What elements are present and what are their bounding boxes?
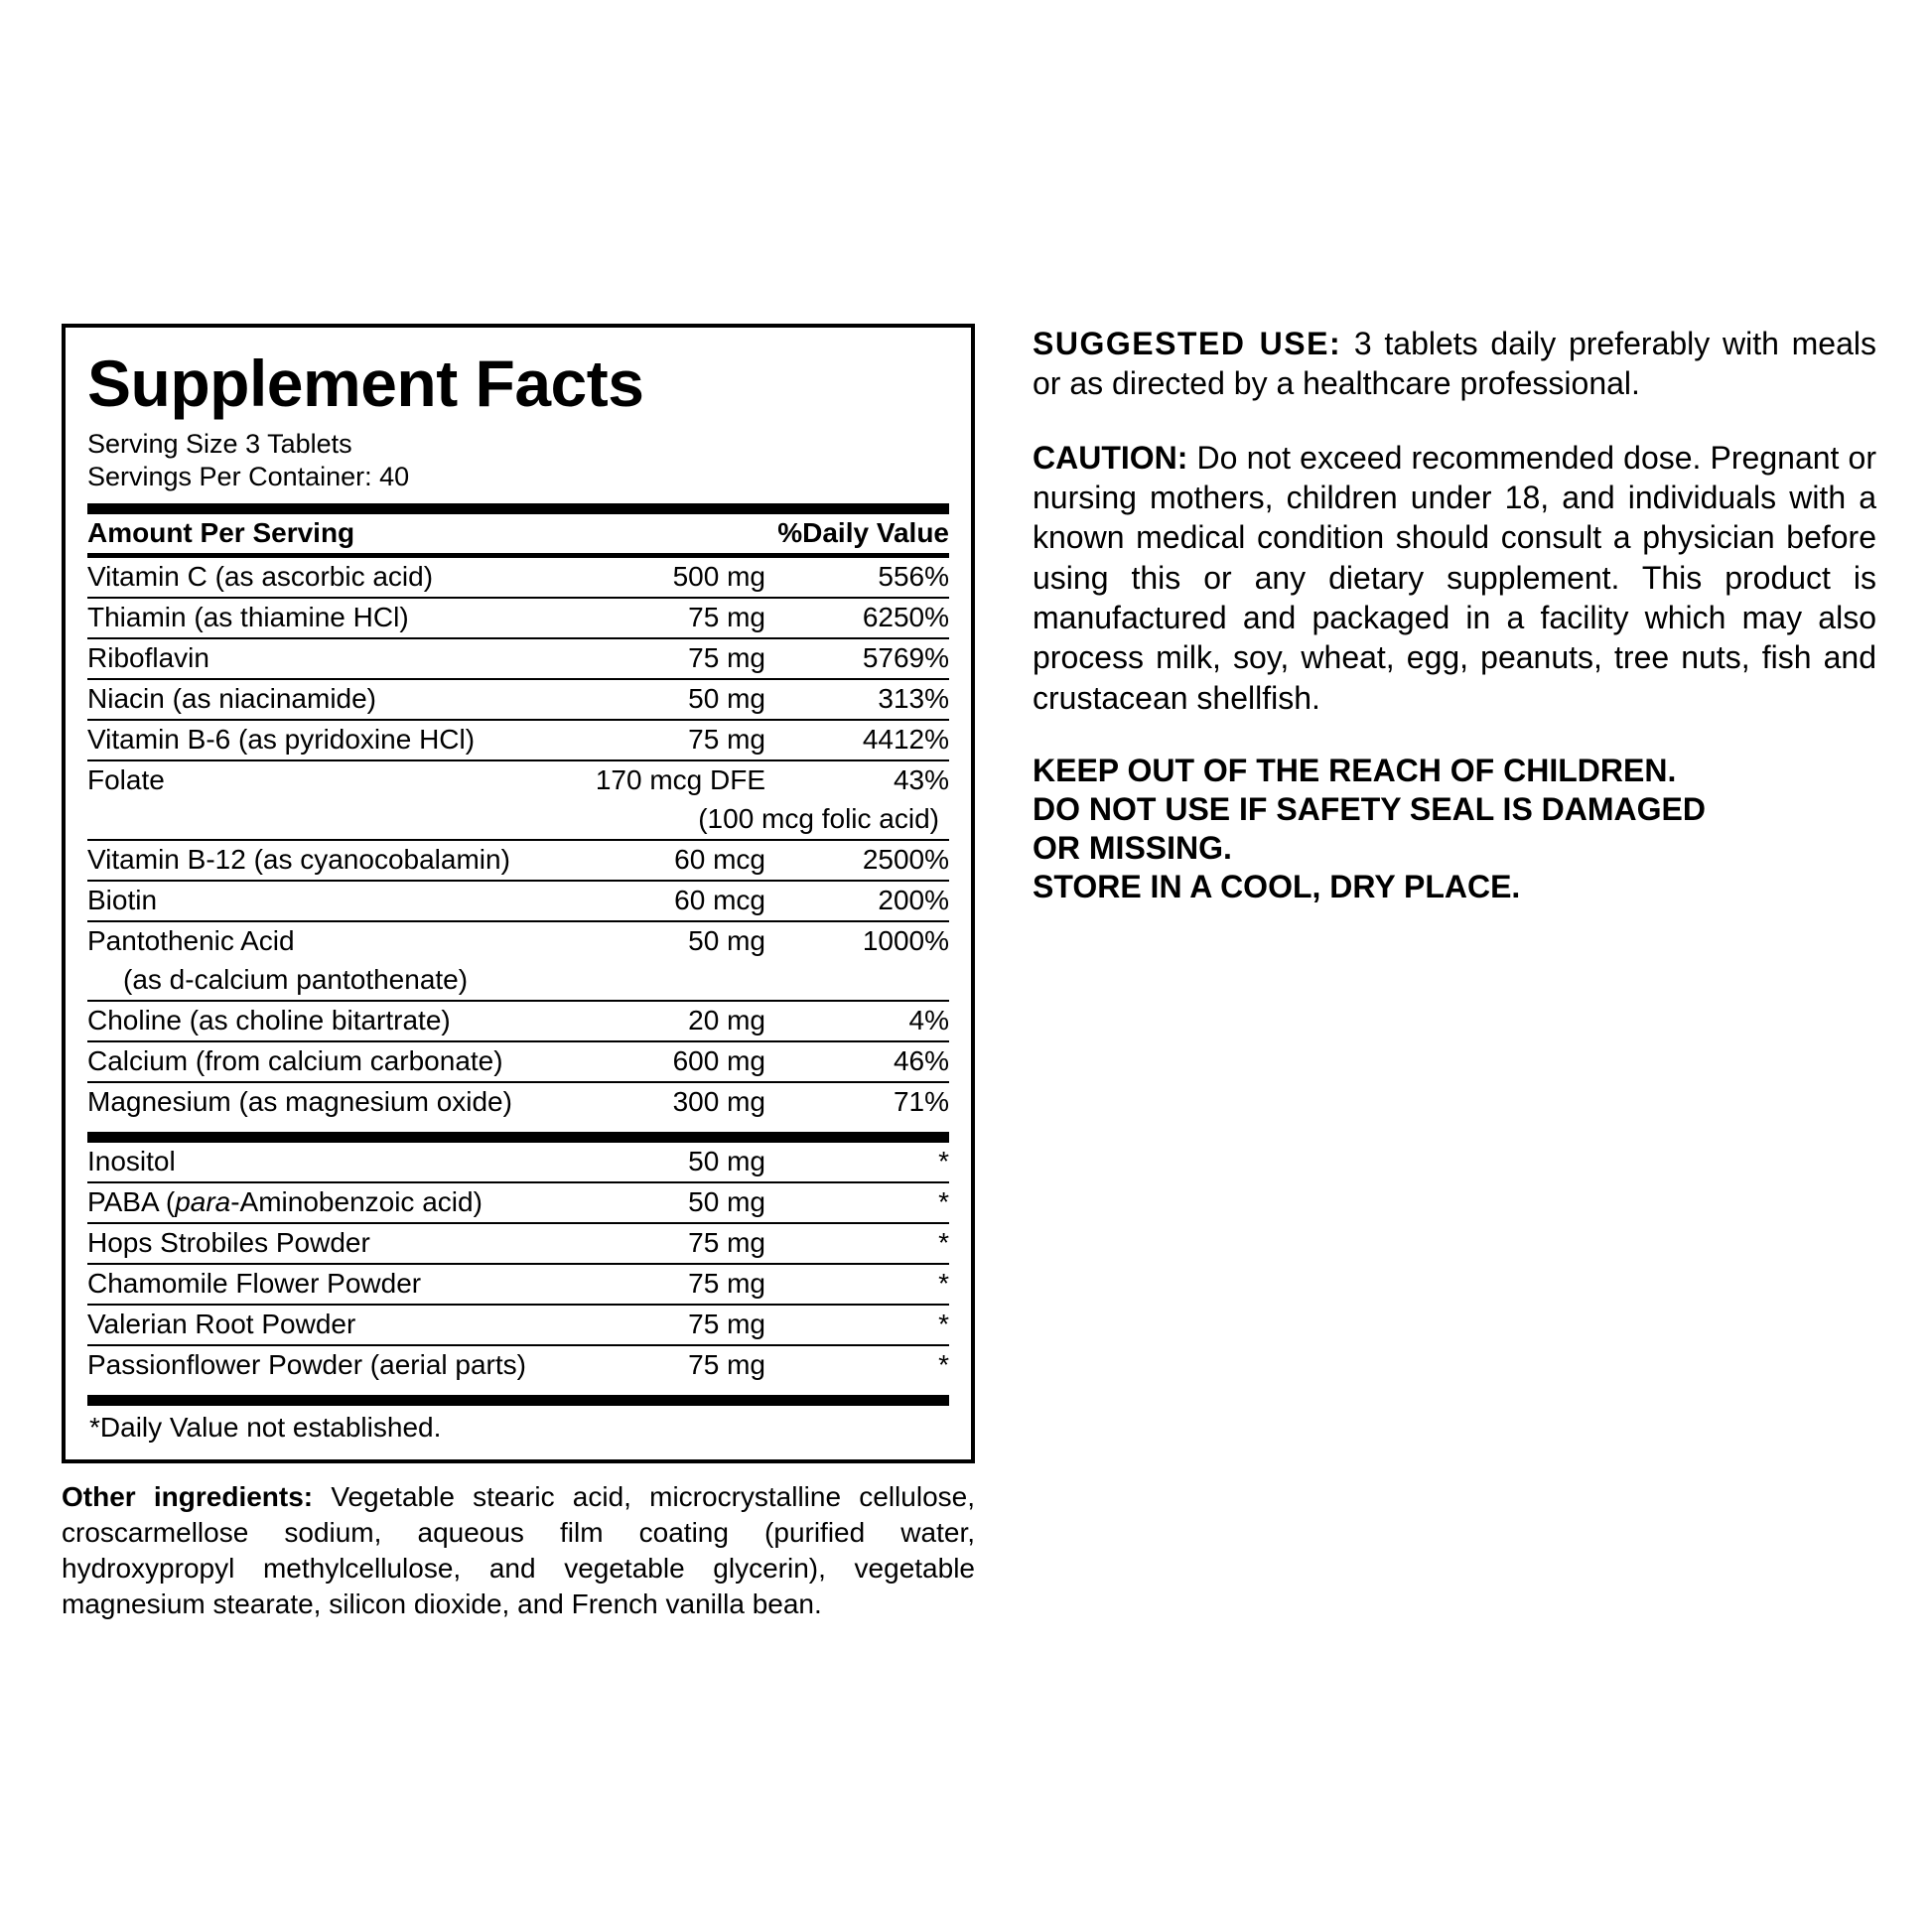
- table-header-row: [87, 514, 949, 553]
- table-row: [87, 760, 949, 800]
- nutrient-amount: 60 mcg: [562, 840, 775, 881]
- table-row: [87, 598, 949, 638]
- servings-per-container: Servings Per Container: 40: [87, 462, 410, 492]
- nutrient-dv: 43%: [893, 764, 949, 796]
- header-spacer: [562, 514, 775, 553]
- nutrients-blend-table: [87, 1143, 949, 1385]
- nutrient-amount: 50 mg: [688, 925, 765, 957]
- nutrient-amount: 75 mg: [562, 598, 775, 638]
- table-row-continuation: [87, 961, 949, 1001]
- warnings-block: [1033, 752, 1876, 906]
- nutrient-name: Calcium (from calcium carbonate): [87, 1041, 562, 1082]
- divider-heavy-top: [87, 503, 949, 514]
- nutrient-amount: 75 mg: [562, 1223, 775, 1264]
- nutrient-dv: *: [775, 1264, 949, 1305]
- table-row: [87, 720, 949, 760]
- nutrient-amount: 50 mg: [562, 679, 775, 720]
- nutrient-name: Passionflower Powder (aerial parts): [87, 1349, 526, 1381]
- nutrient-name: Vitamin C (as ascorbic acid): [87, 558, 562, 598]
- nutrient-amount: 500 mg: [562, 558, 775, 598]
- suggested-use-label: SUGGESTED USE:: [1033, 326, 1342, 361]
- warning-line: DO NOT USE IF SAFETY SEAL IS DAMAGED: [1033, 790, 1706, 827]
- table-row: [87, 1182, 949, 1223]
- divider-heavy-bottom: [87, 1395, 949, 1406]
- warning-line: KEEP OUT OF THE REACH OF CHILDREN.: [1033, 752, 1677, 788]
- divider-heavy-mid: [87, 1132, 949, 1143]
- suggested-use-text: 3 tablets daily preferably with meals or as directed by a healthcare professional.: [1033, 326, 1877, 402]
- nutrient-dv: *: [775, 1182, 949, 1223]
- nutrient-dv: 200%: [775, 881, 949, 921]
- caution-label: CAUTION:: [1033, 439, 1188, 476]
- nutrient-amount: 300 mg: [672, 1086, 765, 1118]
- nutrient-dv: *: [775, 1143, 949, 1182]
- nutrient-dv: 6250%: [775, 598, 949, 638]
- nutrient-amount: 50 mg: [562, 1182, 775, 1223]
- nutrient-dv: *: [775, 1223, 949, 1264]
- table-row: [87, 1001, 949, 1041]
- table-row: [87, 1143, 949, 1182]
- nutrient-name: Thiamin (as thiamine HCl): [87, 598, 562, 638]
- caution-paragraph: [1033, 438, 1876, 718]
- table-row: [87, 679, 949, 720]
- header-daily-value: %Daily Value: [777, 517, 949, 549]
- nutrient-amount: 20 mg: [562, 1001, 775, 1041]
- table-row: [87, 1264, 949, 1305]
- nutrient-name: Riboflavin: [87, 638, 562, 679]
- daily-value-footnote: *Daily Value not established.: [89, 1412, 442, 1444]
- nutrient-name: Biotin: [87, 881, 562, 921]
- nutrient-amount: 50 mg: [562, 1143, 775, 1182]
- table-row: [87, 1305, 949, 1345]
- nutrient-dv: 556%: [775, 558, 949, 598]
- nutrient-dv: *: [775, 1305, 949, 1345]
- nutrient-name: Niacin (as niacinamide): [87, 679, 562, 720]
- nutrient-amount: 75 mg: [562, 1264, 775, 1305]
- nutrient-dv: 2500%: [775, 840, 949, 881]
- table-row: [87, 1223, 949, 1264]
- nutrient-name: Inositol: [87, 1143, 562, 1182]
- nutrient-dv: 313%: [775, 679, 949, 720]
- nutrient-amount: 170 mcg DFE: [595, 764, 765, 796]
- nutrient-subnote: (as d-calcium pantothenate): [123, 964, 469, 996]
- nutrient-name: [87, 1182, 562, 1223]
- nutrient-amount: 75 mg: [688, 1349, 765, 1381]
- nutrient-amount: 60 mcg: [562, 881, 775, 921]
- supplement-facts-panel: [62, 324, 975, 1621]
- nutrient-amount: 600 mg: [562, 1041, 775, 1082]
- nutrient-dv: 46%: [775, 1041, 949, 1082]
- nutrient-name-italic: para: [175, 1186, 231, 1218]
- table-row: [87, 638, 949, 679]
- header-amount-per-serving: Amount Per Serving: [87, 517, 355, 549]
- suggested-use-paragraph: [1033, 324, 1876, 404]
- nutrient-name: Pantothenic Acid: [87, 925, 295, 957]
- nutrient-name-post: -Aminobenzoic acid): [230, 1186, 483, 1218]
- other-ingredients-label: Other ingredients:: [62, 1481, 314, 1513]
- table-row: [87, 881, 949, 921]
- serving-size: Serving Size 3 Tablets: [87, 429, 352, 460]
- nutrient-name: Vitamin B-6 (as pyridoxine HCl): [87, 720, 562, 760]
- nutrient-name: Vitamin B-12 (as cyanocobalamin): [87, 840, 562, 881]
- table-row: [87, 1345, 949, 1385]
- nutrient-name: Chamomile Flower Powder: [87, 1264, 562, 1305]
- nutrient-dv: *: [938, 1349, 949, 1381]
- nutrient-dv: 4%: [775, 1001, 949, 1041]
- table-row: [87, 840, 949, 881]
- nutrient-dv: 71%: [893, 1086, 949, 1118]
- other-ingredients: [62, 1479, 975, 1621]
- nutrients-main-table: [87, 558, 949, 1122]
- table-row: [87, 558, 949, 598]
- nutrient-name-pre: PABA (: [87, 1186, 176, 1218]
- nutrient-dv: 1000%: [862, 925, 949, 957]
- nutrition-table: [87, 514, 949, 553]
- caution-text: Do not exceed recommended dose. Pregnant or nursing mothers, children under 18, and individuals with a known medical condition should consult a physician before using this or any dietary supplement. This product is manufactured and packaged in a facility which may also process milk, soy, wheat, egg, peanuts, tree nuts, fish and crustacean shellfish.: [1033, 439, 1876, 716]
- nutrient-amount: 75 mg: [562, 720, 775, 760]
- nutrient-name: Folate: [87, 764, 165, 796]
- table-row-continuation: [87, 800, 949, 840]
- nutrient-amount: 75 mg: [562, 1305, 775, 1345]
- nutrient-name: Valerian Root Powder: [87, 1305, 562, 1345]
- table-row: [87, 1082, 949, 1122]
- nutrient-amount: 75 mg: [562, 638, 775, 679]
- nutrient-subnote: (100 mcg folic acid): [562, 800, 949, 840]
- nutrient-name: Hops Strobiles Powder: [87, 1223, 562, 1264]
- warning-line: STORE IN A COOL, DRY PLACE.: [1033, 868, 1521, 904]
- table-row: [87, 921, 949, 961]
- nutrient-name: Choline (as choline bitartrate): [87, 1001, 562, 1041]
- table-row: [87, 1041, 949, 1082]
- page-title: Supplement Facts: [87, 346, 644, 420]
- nutrient-name: Magnesium (as magnesium oxide): [87, 1086, 512, 1118]
- other-ingredients-text: Vegetable stearic acid, microcrystalline cellulose, croscarmellose sodium, aqueous film coating (purified water, hydroxypropyl methylcellulose, and vegetable glycerin), vegetable magnesium stearate, silicon dioxide, and French vanilla bean.: [62, 1481, 975, 1619]
- nutrient-dv: 5769%: [775, 638, 949, 679]
- warning-line: OR MISSING.: [1033, 829, 1232, 866]
- usage-and-warnings: [1033, 324, 1876, 906]
- facts-box: [62, 324, 975, 1463]
- nutrient-dv: 4412%: [775, 720, 949, 760]
